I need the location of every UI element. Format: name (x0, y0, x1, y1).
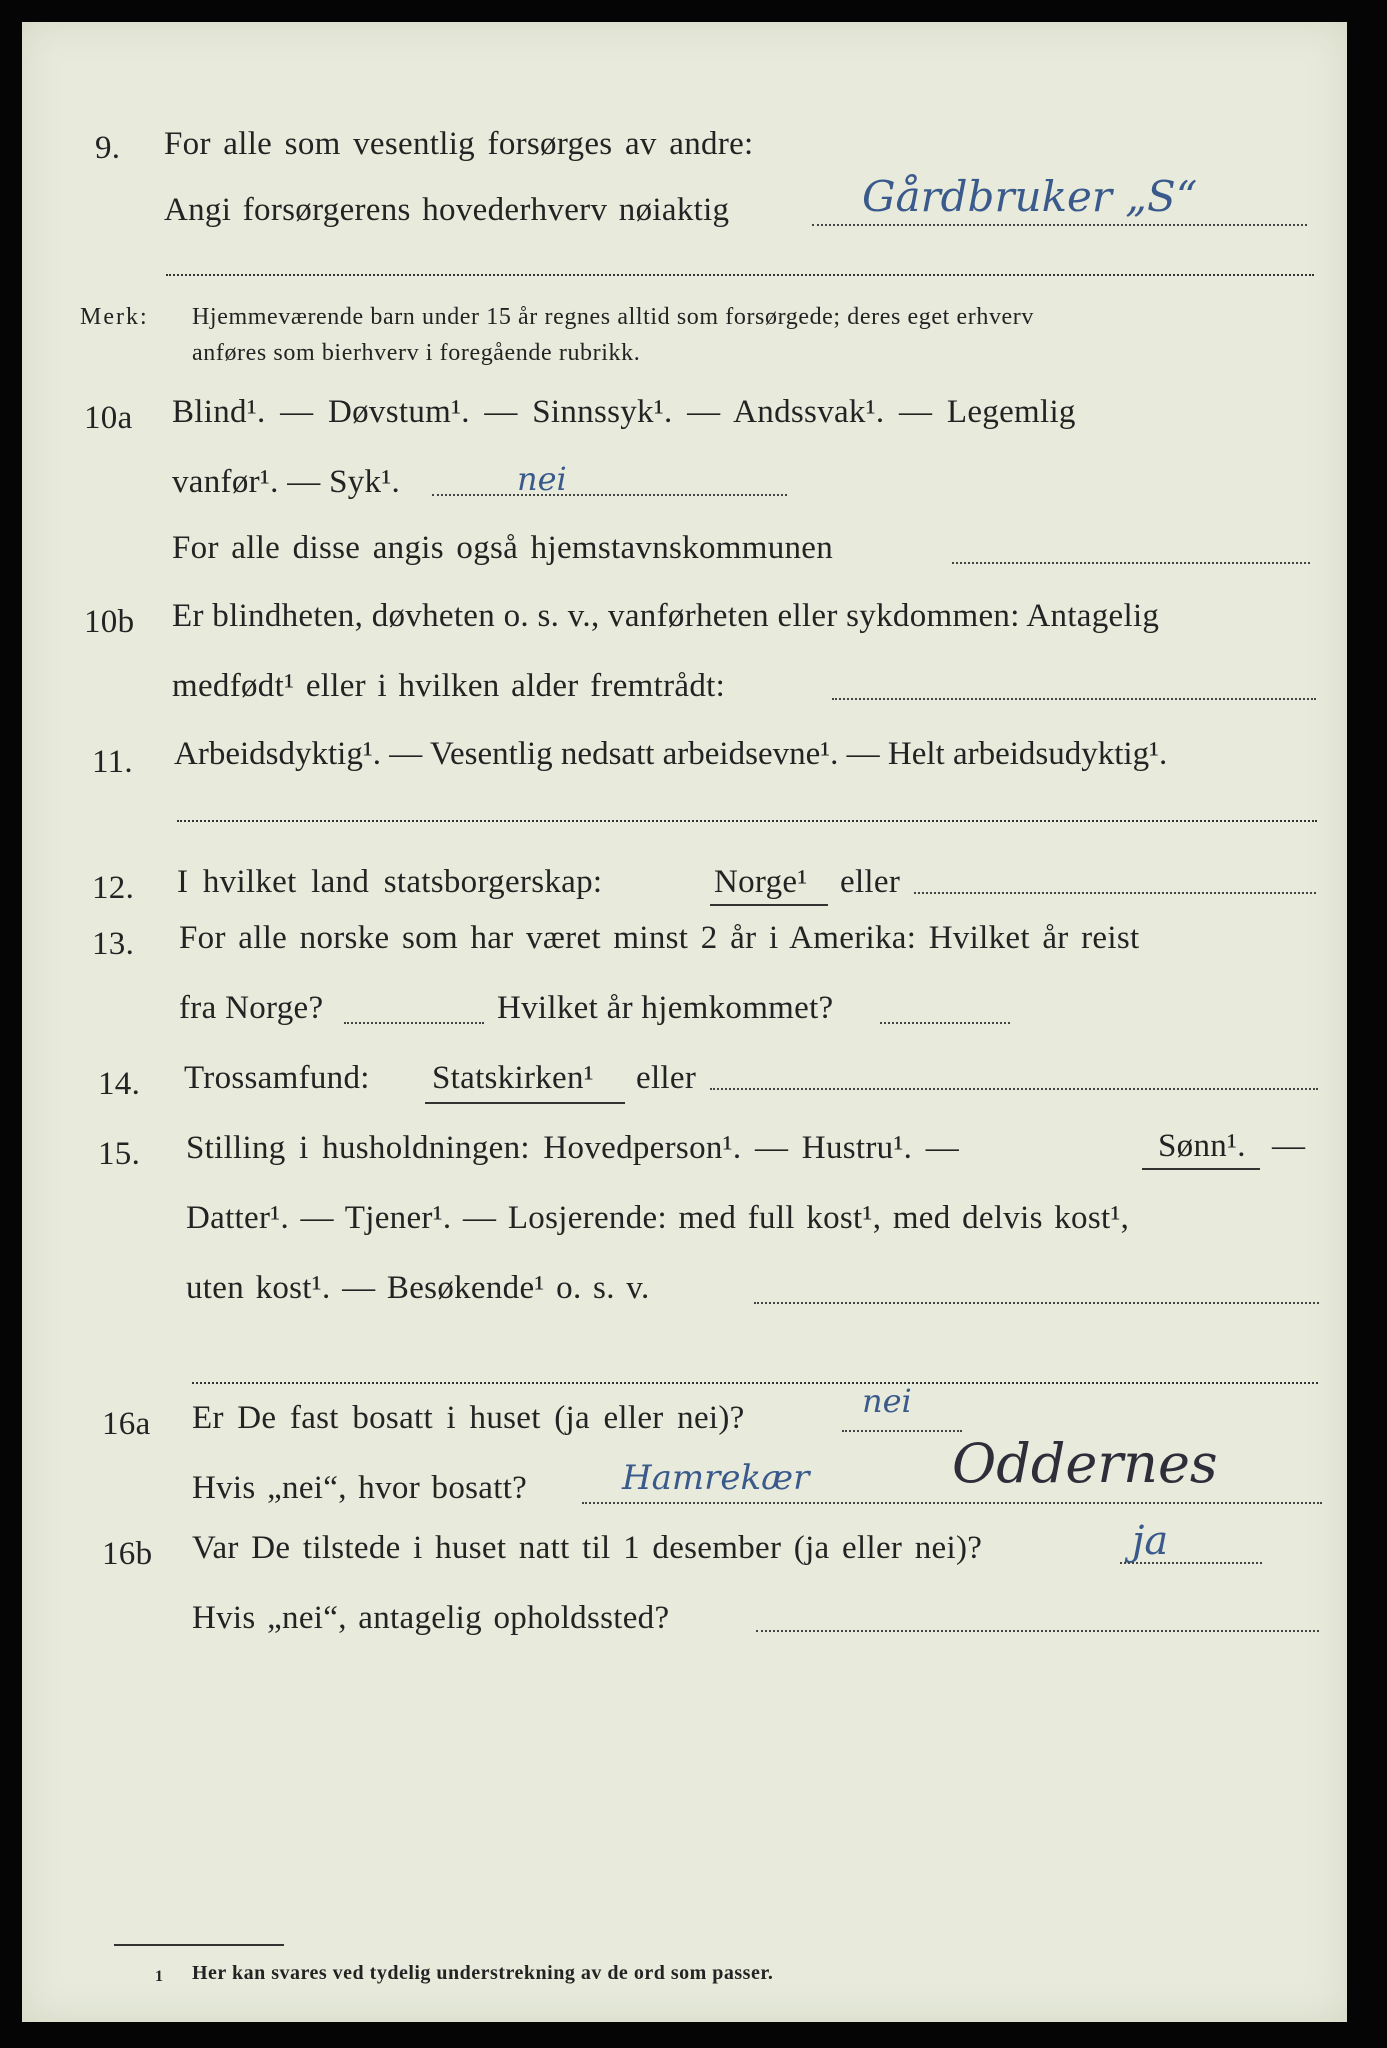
q16b-answer1-handwritten: ja (1132, 1518, 1169, 1564)
q12-post: eller (840, 864, 901, 900)
q12-pre: I hvilket land statsborgerskap: (177, 864, 603, 900)
q15-number: 15. (98, 1136, 141, 1172)
q10a-line2: vanfør¹. — Syk¹. (172, 464, 401, 500)
q11-line1: Arbeidsdyktig¹. — Vesentlig nedsatt arbeidsevne¹. — Helt arbeidsudyktig¹. (174, 736, 1168, 772)
q9-number: 9. (95, 130, 121, 166)
q13-hjemkommet-line (880, 1022, 1010, 1024)
q9-extra-line (166, 274, 1314, 276)
q13-line1: For alle norske som har været minst 2 år i Amerika: Hvilket år reist (179, 920, 1140, 956)
q14-pre: Trossamfund: (184, 1060, 370, 1096)
q12-underline-mark (710, 904, 828, 906)
q13-number: 13. (92, 926, 135, 962)
q15-sonn-underlined: Sønn¹. (1158, 1128, 1246, 1164)
footnote-text: Her kan svares ved tydelig understrekning av de ord som passer. (192, 1962, 774, 1984)
q14-number: 14. (98, 1066, 141, 1102)
q10a-answer-line (432, 494, 787, 496)
q16b-line2: Hvis „nei“, antagelig opholdssted? (192, 1600, 670, 1636)
footnote-separator (114, 1944, 284, 1946)
q16a-number: 16a (102, 1406, 151, 1442)
q15-underline-mark (1142, 1168, 1260, 1170)
q16a-line1: Er De fast bosatt i huset (ja eller nei)? (192, 1400, 745, 1436)
q9-answer-handwritten: Gårdbruker „S“ (862, 172, 1198, 221)
q13-line2b: Hvilket år hjemkommet? (497, 990, 834, 1026)
q10a-number: 10a (84, 400, 133, 436)
census-form-page (22, 22, 1347, 2022)
q11-number: 11. (92, 744, 133, 780)
q14-statskirken-underlined: Statskirken¹ (432, 1060, 594, 1096)
merk-label: Merk: (80, 304, 149, 330)
q9-line1: For alle som vesentlig forsørges av andre: (164, 126, 754, 162)
q16b-answer1-line (1120, 1562, 1262, 1564)
q10b-answer-line (832, 698, 1316, 700)
q16a-answer2a-handwritten: Hamrekær (622, 1458, 810, 1498)
q10a-answer-handwritten: nei (517, 460, 567, 498)
q13-line2a: fra Norge? (179, 990, 324, 1026)
q10b-number: 10b (84, 604, 135, 640)
q14-answer-line (710, 1088, 1318, 1090)
q13-reist-line (344, 1022, 484, 1024)
q16b-answer2-line (756, 1630, 1319, 1632)
q16a-answer2-line (582, 1502, 1322, 1504)
q9-line2: Angi forsørgerens hovederhverv nøiaktig (164, 192, 730, 228)
merk-line2: anføres som bierhverv i foregående rubrikk. (192, 340, 641, 366)
q10b-line1: Er blindheten, døvheten o. s. v., vanførheten eller sykdommen: Antagelig (172, 598, 1160, 634)
footnote-mark: 1 (155, 1968, 164, 1985)
q10a-hjemstavn-line (952, 562, 1310, 564)
q16a-answer2b-handwritten: Oddernes (952, 1432, 1218, 1495)
q16b-number: 16b (102, 1536, 153, 1572)
q14-post: eller (636, 1060, 697, 1096)
q16a-line2: Hvis „nei“, hvor bosatt? (192, 1470, 528, 1506)
q16a-answer1-line (842, 1430, 962, 1432)
q15-answer-line (754, 1302, 1319, 1304)
q9-answer-line (812, 224, 1307, 226)
q16b-line1: Var De tilstede i huset natt til 1 desember (ja eller nei)? (192, 1530, 983, 1566)
q12-answer-line (914, 892, 1316, 894)
q12-norge-underlined: Norge¹ (714, 864, 808, 900)
q16a-answer1-handwritten: nei (862, 1382, 912, 1420)
q15-line1a: Stilling i husholdningen: Hovedperson¹. — Hustru¹. — (186, 1130, 960, 1166)
merk-line1: Hjemmeværende barn under 15 år regnes alltid som forsørgede; deres eget erhverv (192, 304, 1035, 330)
q15-line2: Datter¹. — Tjener¹. — Losjerende: med full kost¹, med delvis kost¹, (186, 1200, 1130, 1236)
q15-line3: uten kost¹. — Besøkende¹ o. s. v. (186, 1270, 650, 1306)
q14-underline-mark (425, 1102, 625, 1104)
q12-number: 12. (92, 870, 135, 906)
q10a-line3: For alle disse angis også hjemstavnskommunen (172, 530, 834, 566)
q10b-line2: medfødt¹ eller i hvilken alder fremtrådt: (172, 668, 726, 704)
q11-answer-line (177, 820, 1317, 822)
q15-line1b: — (1272, 1128, 1306, 1164)
q10a-line1: Blind¹. — Døvstum¹. — Sinnssyk¹. — Andssvak¹. — Legemlig (172, 394, 1076, 430)
q15-extra-line (192, 1382, 1318, 1384)
